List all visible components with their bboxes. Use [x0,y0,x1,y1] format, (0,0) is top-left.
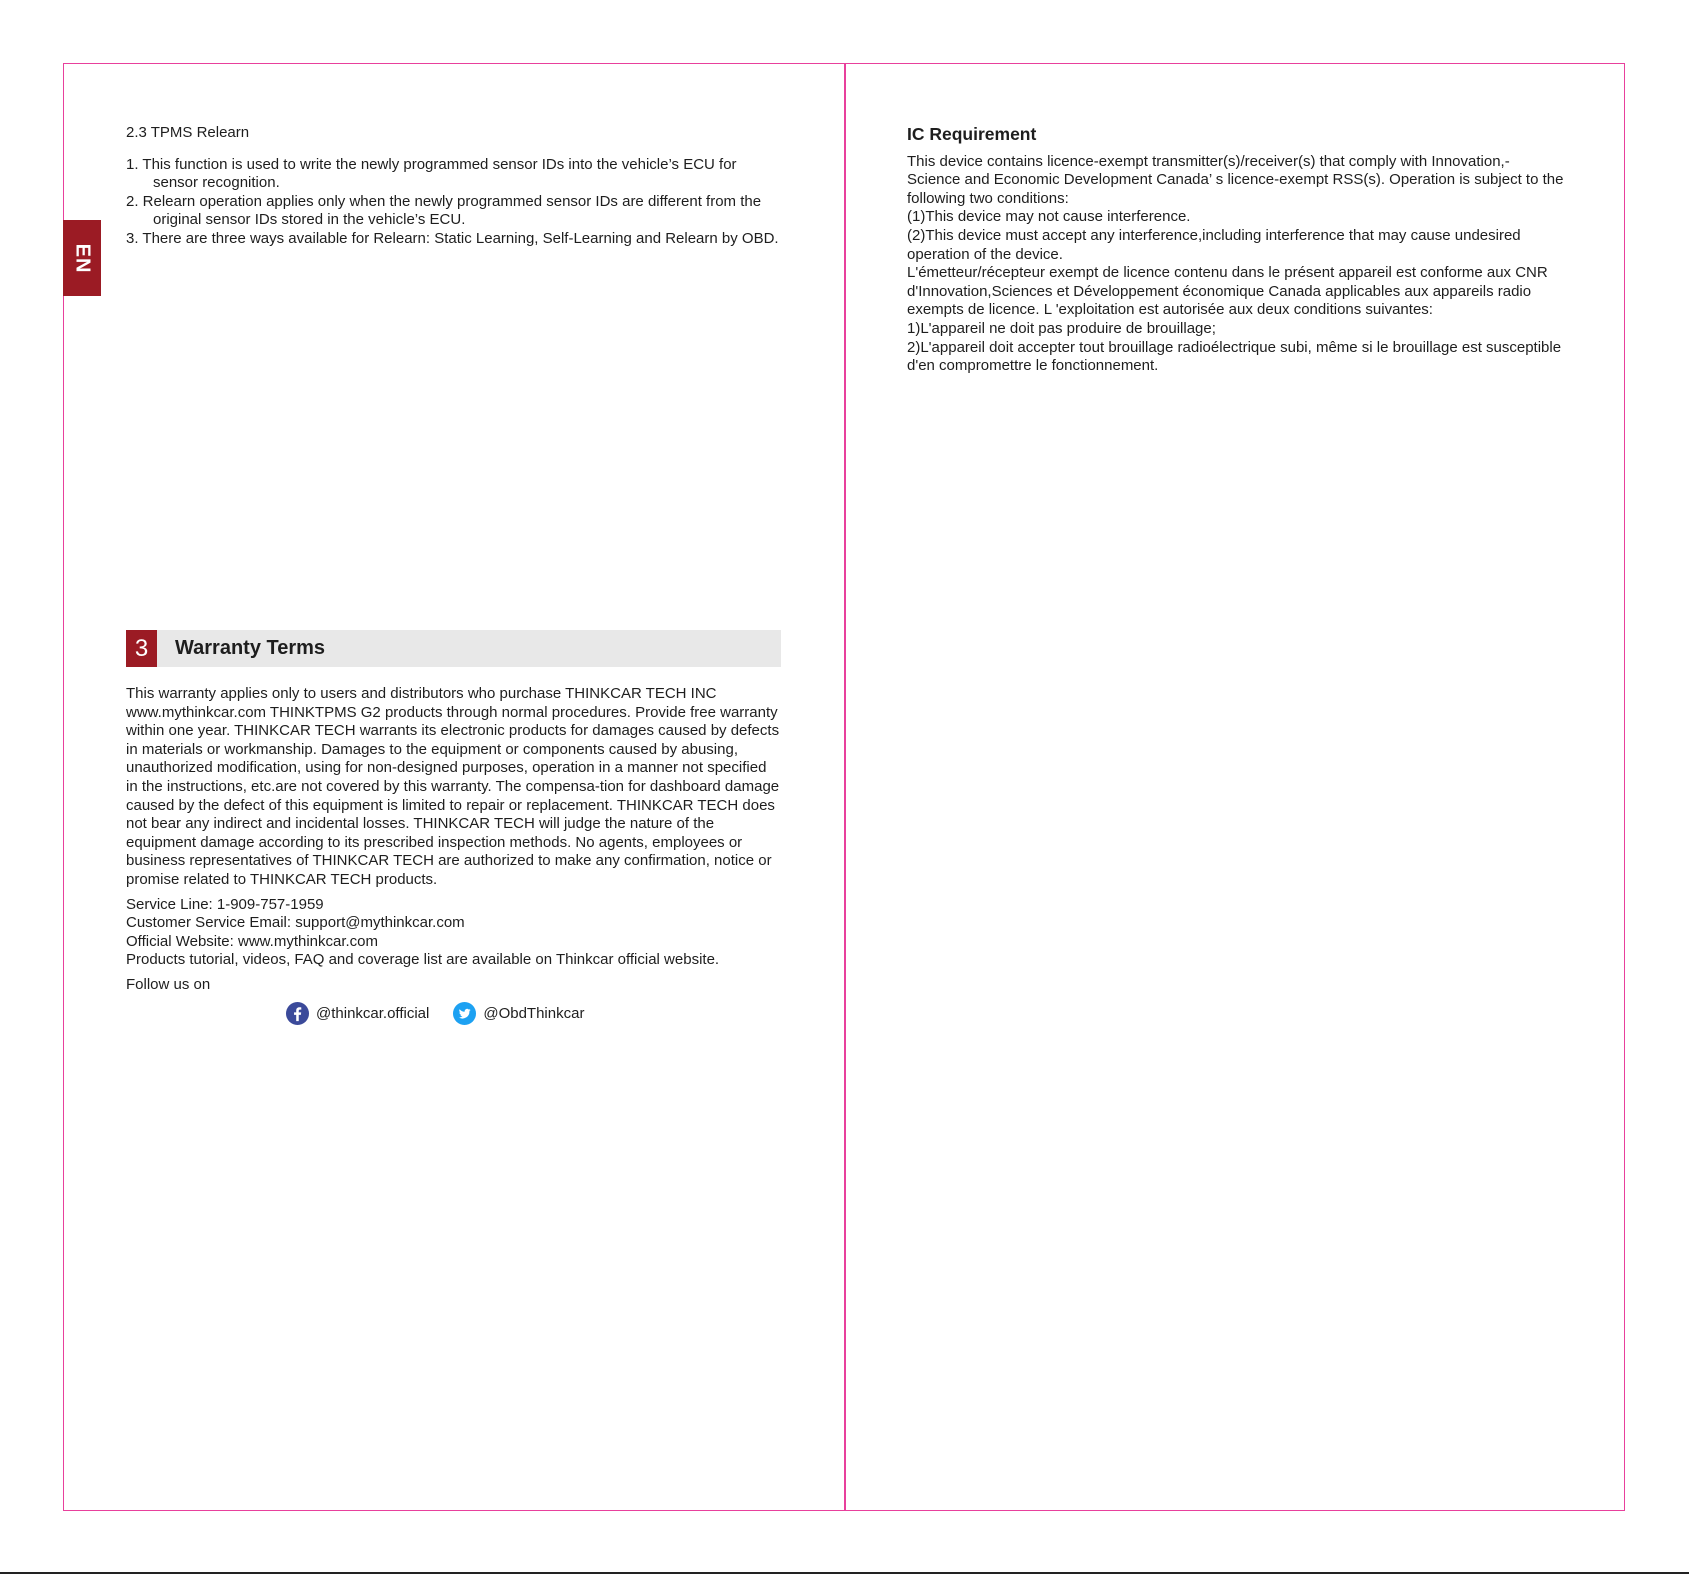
relearn-section [126,124,782,249]
warranty-text: This warranty applies only to users and distributors who purchase THINKCAR TECH INC www.mythinkcar.com THINKTPMS G2 products through normal procedures. Provide free warranty within one year. THINKCAR TECH warrants its electronic products for damages caused by defects in materials or workmanship. Damages to the equipment or components caused by abusing, unauthorized modification, using for non-designed purposes, operation in a manner not specified in the instructions, etc.are not covered by this warranty. The compensa-tion for dashboard damage caused by the defect of this equipment is limited to repair or replacement. THINKCAR TECH does not bear any indirect and incidental losses. THINKCAR TECH will judge the nature of the equipment damage according to its prescribed inspection methods. No agents, employees or business representatives of THINKCAR TECH are authorized to make any confirmation, notice or promise related to THINKCAR TECH products. [126,685,780,888]
official-website: Official Website: www.mythinkcar.com [126,932,379,950]
ic-paragraph: (2)This device must accept any interference,including interference that may cause undesired operation of the device. [907,226,1521,263]
warranty-body [126,685,782,995]
service-line: Service Line: 1-909-757-1959 [126,895,324,913]
facebook-icon [286,1002,309,1025]
ic-requirement-section [907,125,1567,376]
tutorial-note: Products tutorial, videos, FAQ and coverage list are available on Thinkcar official website. [126,951,720,969]
section-title: Warranty Terms [175,637,326,659]
list-item: 3. There are three ways available for Relearn: Static Learning, Self-Learning and Relearn by OBD. [126,229,779,247]
facebook-link[interactable] [286,1002,429,1025]
section-number: 3 [126,630,157,667]
relearn-heading: 2.3 TPMS Relearn [126,124,250,141]
language-tab-label: EN [71,243,94,273]
list-item: 2. Relearn operation applies only when the newly programmed sensor IDs are different from the original sensor IDs stored in the vehicle’s ECU. [126,192,762,229]
page-divider [844,63,846,1511]
ic-paragraph: This device contains licence-exempt transmitter(s)/receiver(s) that comply with Innovation,- Science and Economic Development Canada’ s licence-exempt RSS(s). Operation is subject to the following two conditions: [907,152,1564,207]
bottom-rule [0,1572,1689,1574]
social-links [286,1002,584,1025]
twitter-handle: @ObdThinkcar [483,1005,585,1022]
ic-paragraph: 1)L'appareil ne doit pas produire de brouillage; [907,319,1216,337]
ic-paragraph: (1)This device may not cause interference. [907,208,1191,226]
language-tab [63,220,101,296]
service-email: Customer Service Email: support@mythinkcar.com [126,914,465,932]
twitter-icon [453,1002,476,1025]
follow-us-label: Follow us on [126,975,211,993]
relearn-list [126,156,782,249]
facebook-handle: @thinkcar.official [316,1005,430,1022]
warranty-section-header [126,630,781,667]
ic-paragraph: 2)L'appareil doit accepter tout brouillage radioélectrique subi, même si le brouillage est susceptible d'en compromettre le fonctionnement. [907,338,1562,375]
list-item: 1. This function is used to write the newly programmed sensor IDs into the vehicle’s ECU for sensor recognition. [126,155,737,192]
ic-paragraph: L'émetteur/récepteur exempt de licence contenu dans le présent appareil est conforme aux CNR d'Innovation,Sciences et Développement économique Canada applicables aux appareils radio exempts de licence. L 'exploitation est autorisée aux deux conditions suivantes: [907,264,1548,319]
twitter-link[interactable] [453,1002,584,1025]
ic-title: IC Requirement [907,124,1037,144]
